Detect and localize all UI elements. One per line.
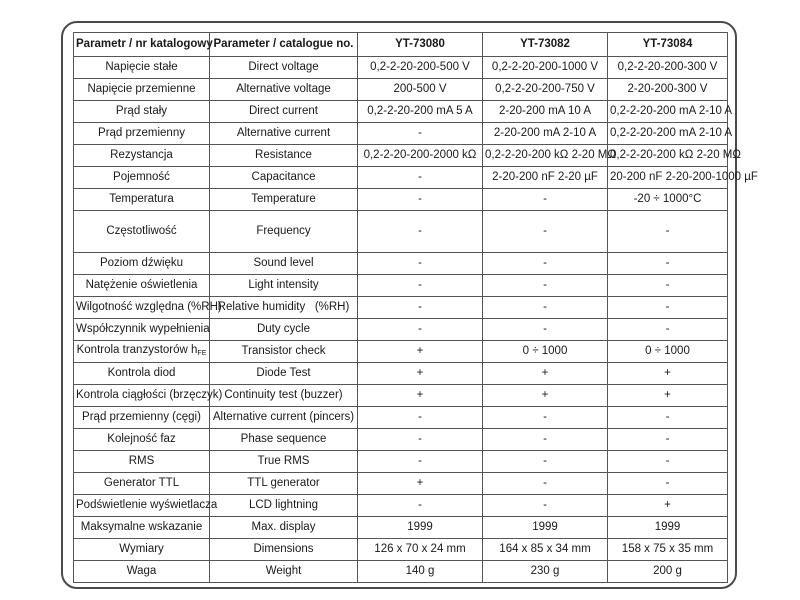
value-yt73080-cell: - (358, 495, 483, 517)
param-en-cell: Duty cycle (210, 319, 358, 341)
header-model-yt73084: YT-73084 (608, 33, 728, 57)
value-yt73080-cell: 0,2-2-20-200 mA 5 A (358, 101, 483, 123)
table-row (74, 407, 728, 429)
param-pl-cell: Maksymalne wskazanie (74, 517, 210, 539)
param-pl-cell: Prąd przemienny (cęgi) (74, 407, 210, 429)
specification-table (73, 32, 758, 583)
param-pl-cell (74, 341, 210, 363)
value-yt73080-cell: + (358, 363, 483, 385)
value-yt73084-cell: 0 ÷ 1000 (608, 341, 728, 363)
param-en-cell: True RMS (210, 451, 358, 473)
value-yt73084-cell: - (608, 429, 728, 451)
value-yt73080-cell: + (358, 473, 483, 495)
value-yt73082-cell: 2-20-200 mA 2-10 A (483, 123, 608, 145)
value-yt73080-cell: - (358, 211, 483, 253)
table-row (74, 319, 728, 341)
value-yt73080-cell: 126 x 70 x 24 mm (358, 539, 483, 561)
param-pl-cell: Wymiary (74, 539, 210, 561)
value-yt73084-cell: + (608, 495, 728, 517)
table-row (74, 145, 728, 167)
value-yt73084-cell: 0,2-2-20-200 kΩ 2-20 MΩ (608, 145, 728, 167)
value-yt73082-cell: - (483, 473, 608, 495)
table-row (74, 385, 728, 407)
value-yt73084-cell: - (608, 297, 728, 319)
value-yt73080-cell: 0,2-2-20-200-2000 kΩ (358, 145, 483, 167)
param-en-cell: Direct voltage (210, 57, 358, 79)
param-pl-cell: Napięcie przemienne (74, 79, 210, 101)
table-row (74, 517, 728, 539)
value-yt73082-cell: + (483, 385, 608, 407)
value-yt73084-cell: - (608, 253, 728, 275)
value-yt73084-cell: 1999 (608, 517, 728, 539)
value-yt73084-cell: 2-20-200-300 V (608, 79, 728, 101)
value-yt73082-cell: - (483, 451, 608, 473)
value-yt73082-cell: 2-20-200 mA 10 A (483, 101, 608, 123)
param-en-cell: Max. display (210, 517, 358, 539)
value-yt73082-cell: - (483, 189, 608, 211)
table-row (74, 429, 728, 451)
value-yt73080-cell: - (358, 189, 483, 211)
param-en-cell: TTL generator (210, 473, 358, 495)
value-yt73082-cell: - (483, 275, 608, 297)
value-yt73082-cell: 0,2-2-20-200-1000 V (483, 57, 608, 79)
value-yt73084-cell: 200 g (608, 561, 728, 583)
value-yt73084-cell: - (608, 451, 728, 473)
param-en-cell: LCD lightning (210, 495, 358, 517)
value-yt73084-cell: - (608, 275, 728, 297)
value-yt73080-cell: 200-500 V (358, 79, 483, 101)
value-yt73082-cell: 2-20-200 nF 2-20 µF (483, 167, 608, 189)
table-row (74, 253, 728, 275)
param-pl-cell: Współczynnik wypełnienia (74, 319, 210, 341)
param-pl-text: Kontrola tranzystorów h (76, 343, 198, 356)
param-pl-cell: Prąd stały (74, 101, 210, 123)
value-yt73084-cell: 0,2-2-20-200 mA 2-10 A (608, 101, 728, 123)
value-yt73082-cell: 0,2-2-20-200-750 V (483, 79, 608, 101)
value-yt73080-cell: - (358, 407, 483, 429)
value-yt73080-cell: + (358, 341, 483, 363)
table-row (74, 57, 728, 79)
header-model-yt73082: YT-73082 (483, 33, 608, 57)
param-en-cell: Capacitance (210, 167, 358, 189)
table-row (74, 341, 728, 363)
param-pl-cell: Częstotliwość (74, 211, 210, 253)
value-yt73082-cell: 0 ÷ 1000 (483, 341, 608, 363)
param-en-cell: Alternative current (210, 123, 358, 145)
param-pl-cell: Kontrola ciągłości (brzęczyk) (74, 385, 210, 407)
table-row (74, 167, 728, 189)
value-yt73082-cell: 164 x 85 x 34 mm (483, 539, 608, 561)
value-yt73080-cell: - (358, 429, 483, 451)
param-pl-cell: Natężenie oświetlenia (74, 275, 210, 297)
value-yt73084-cell: - (608, 473, 728, 495)
value-yt73080-cell: - (358, 451, 483, 473)
table-row (74, 561, 728, 583)
table-row (74, 123, 728, 145)
value-yt73080-cell: - (358, 275, 483, 297)
value-yt73084-cell: - (608, 319, 728, 341)
value-yt73082-cell: - (483, 297, 608, 319)
header-parameter-en: Parameter / catalogue no. (210, 33, 358, 57)
param-pl-cell: Generator TTL (74, 473, 210, 495)
value-yt73082-cell: 0,2-2-20-200 kΩ 2-20 MΩ (483, 145, 608, 167)
table-row (74, 79, 728, 101)
param-pl-cell: Prąd przemienny (74, 123, 210, 145)
param-pl-cell: Temperatura (74, 189, 210, 211)
value-yt73080-cell: 0,2-2-20-200-500 V (358, 57, 483, 79)
param-pl-subscript: FE (197, 349, 207, 357)
value-yt73082-cell: + (483, 363, 608, 385)
value-yt73080-cell: - (358, 253, 483, 275)
table-row (74, 495, 728, 517)
value-yt73084-cell: + (608, 385, 728, 407)
value-yt73082-cell: - (483, 319, 608, 341)
param-en-cell: Resistance (210, 145, 358, 167)
value-yt73084-cell: 0,2-2-20-200 mA 2-10 A (608, 123, 728, 145)
value-yt73080-cell: - (358, 123, 483, 145)
value-yt73084-cell: -20 ÷ 1000°C (608, 189, 728, 211)
param-en-cell: Direct current (210, 101, 358, 123)
value-yt73080-cell: - (358, 319, 483, 341)
header-model-yt73080: YT-73080 (358, 33, 483, 57)
table-row (74, 473, 728, 495)
value-yt73080-cell: - (358, 297, 483, 319)
value-yt73084-cell: - (608, 211, 728, 253)
value-yt73082-cell: - (483, 407, 608, 429)
param-en-cell: Relative humidity (%RH) (210, 297, 358, 319)
param-pl-cell: Napięcie stałe (74, 57, 210, 79)
table-row (74, 189, 728, 211)
param-en-cell: Phase sequence (210, 429, 358, 451)
value-yt73082-cell: - (483, 253, 608, 275)
param-en-cell: Dimensions (210, 539, 358, 561)
value-yt73084-cell: 20-200 nF 2-20-200-1000 µF (608, 167, 728, 189)
param-en-cell: Sound level (210, 253, 358, 275)
param-en-cell: Weight (210, 561, 358, 583)
param-pl-cell: Podświetlenie wyświetlacza (74, 495, 210, 517)
value-yt73080-cell: + (358, 385, 483, 407)
value-yt73082-cell: - (483, 495, 608, 517)
param-pl-cell: Wilgotność względna (%RH) (74, 297, 210, 319)
value-yt73080-cell: 1999 (358, 517, 483, 539)
table-row (74, 451, 728, 473)
table-row (74, 101, 728, 123)
param-en-cell: Frequency (210, 211, 358, 253)
param-pl-cell: Poziom dźwięku (74, 253, 210, 275)
value-yt73082-cell: - (483, 211, 608, 253)
param-pl-cell: Waga (74, 561, 210, 583)
table-row (74, 297, 728, 319)
value-yt73084-cell: - (608, 407, 728, 429)
value-yt73082-cell: 1999 (483, 517, 608, 539)
table-row (74, 539, 728, 561)
param-pl-cell: Rezystancja (74, 145, 210, 167)
param-en-cell: Alternative current (pincers) (210, 407, 358, 429)
table-row (74, 363, 728, 385)
param-en-cell: Alternative voltage (210, 79, 358, 101)
value-yt73080-cell: - (358, 167, 483, 189)
value-yt73084-cell: 0,2-2-20-200-300 V (608, 57, 728, 79)
param-en-cell: Transistor check (210, 341, 358, 363)
table-row (74, 275, 728, 297)
table-header-row (74, 33, 728, 57)
param-en-cell: Diode Test (210, 363, 358, 385)
param-en-cell: Temperature (210, 189, 358, 211)
param-pl-cell: RMS (74, 451, 210, 473)
value-yt73084-cell: + (608, 363, 728, 385)
param-en-cell: Light intensity (210, 275, 358, 297)
header-parameter-pl: Parametr / nr katalogowy (74, 33, 210, 57)
param-pl-cell: Pojemność (74, 167, 210, 189)
param-en-cell: Continuity test (buzzer) (210, 385, 358, 407)
value-yt73080-cell: 140 g (358, 561, 483, 583)
value-yt73084-cell: 158 x 75 x 35 mm (608, 539, 728, 561)
param-pl-cell: Kontrola diod (74, 363, 210, 385)
param-pl-cell: Kolejność faz (74, 429, 210, 451)
value-yt73082-cell: - (483, 429, 608, 451)
value-yt73082-cell: 230 g (483, 561, 608, 583)
table-row (74, 211, 728, 253)
